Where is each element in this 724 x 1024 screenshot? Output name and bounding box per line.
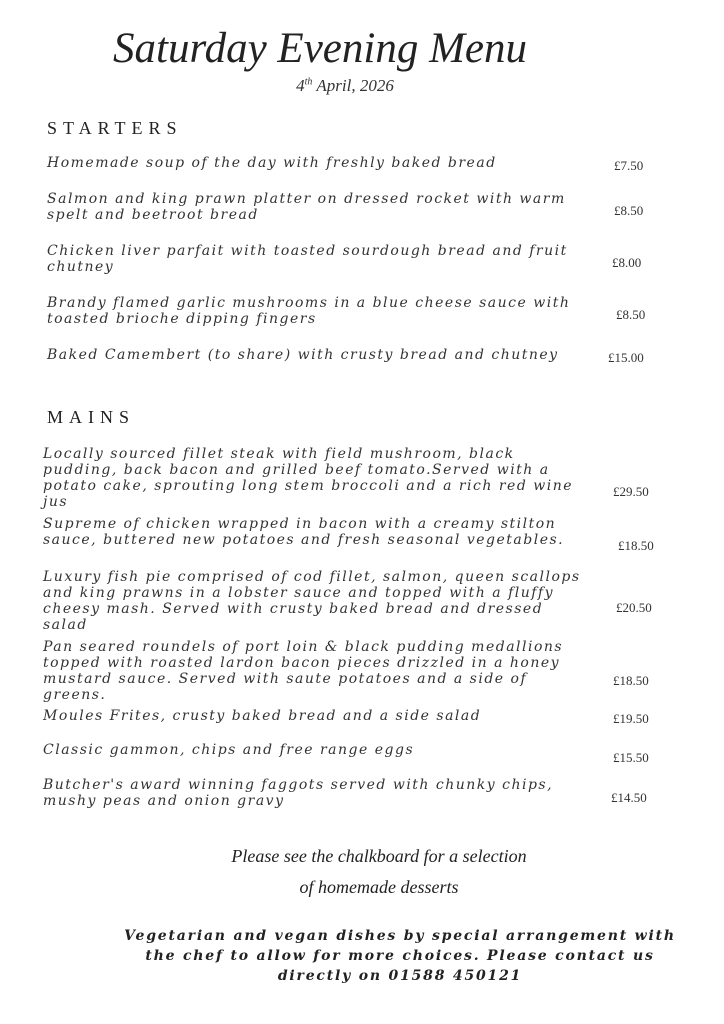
vegetarian-note: Vegetarian and vegan dishes by special arrangement with the chef to allow for more choices. Please contact us directly on 01588 450121 <box>124 928 676 984</box>
starter-item-3: Chicken liver parfait with toasted sourdough bread and fruit chutney <box>47 243 568 275</box>
date-day: 4 <box>296 76 305 95</box>
main-price-3: £20.50 <box>616 600 652 615</box>
desserts-note-line-2: of homemade desserts <box>299 877 459 897</box>
menu-title: Saturday Evening Menu <box>113 25 527 72</box>
main-item-5: Moules Frites, crusty baked bread and a side salad <box>43 708 482 724</box>
main-price-4: £18.50 <box>613 673 649 688</box>
main-item-7: Butcher's award winning faggots served with chunky chips, mushy peas and onion gravy <box>43 777 554 809</box>
starter-price-1: £7.50 <box>614 158 644 173</box>
mains-heading: MAINS <box>47 407 136 427</box>
starter-item-1: Homemade soup of the day with freshly baked bread <box>47 155 497 171</box>
starter-price-4: £8.50 <box>616 307 646 322</box>
menu-date <box>0 76 690 96</box>
main-item-1: Locally sourced fillet steak with field mushroom, black pudding, back bacon and grilled beef tomato.Served with a potato cake, sprouting long stem broccoli and a rich red wine jus <box>43 446 573 510</box>
main-item-2: Supreme of chicken wrapped in bacon with a creamy stilton sauce, buttered new potatoes and fresh seasonal vegetables. <box>43 516 565 548</box>
starter-item-4: Brandy flamed garlic mushrooms in a blue cheese sauce with toasted brioche dipping fingers <box>47 295 571 327</box>
starter-item-5: Baked Camembert (to share) with crusty bread and chutney <box>47 347 559 363</box>
main-price-1: £29.50 <box>613 484 649 499</box>
date-suffix: th <box>304 76 313 88</box>
main-price-6: £15.50 <box>613 750 649 765</box>
main-price-7: £14.50 <box>611 790 647 805</box>
main-item-3: Luxury fish pie comprised of cod fillet, salmon, queen scallops and king prawns in a lobster sauce and topped with a fluffy cheesy mash. Served with crusty baked bread and dressed salad <box>43 569 581 633</box>
starter-item-2: Salmon and king prawn platter on dressed rocket with warm spelt and beetroot bread <box>47 191 566 223</box>
main-price-5: £19.50 <box>613 711 649 726</box>
main-price-2: £18.50 <box>618 538 654 553</box>
starter-price-2: £8.50 <box>614 203 644 218</box>
starter-price-3: £8.00 <box>612 255 642 270</box>
starter-price-5: £15.00 <box>608 350 644 365</box>
main-item-4: Pan seared roundels of port loin & black pudding medallions topped with roasted lardon bacon pieces drizzled in a honey mustard sauce. Served with saute potatoes and a side of greens. <box>43 639 564 703</box>
starters-heading: STARTERS <box>47 118 183 138</box>
desserts-note-line-1: Please see the chalkboard for a selection <box>231 846 527 866</box>
date-rest: April, 2026 <box>316 76 394 95</box>
main-item-6: Classic gammon, chips and free range eggs <box>43 742 415 758</box>
